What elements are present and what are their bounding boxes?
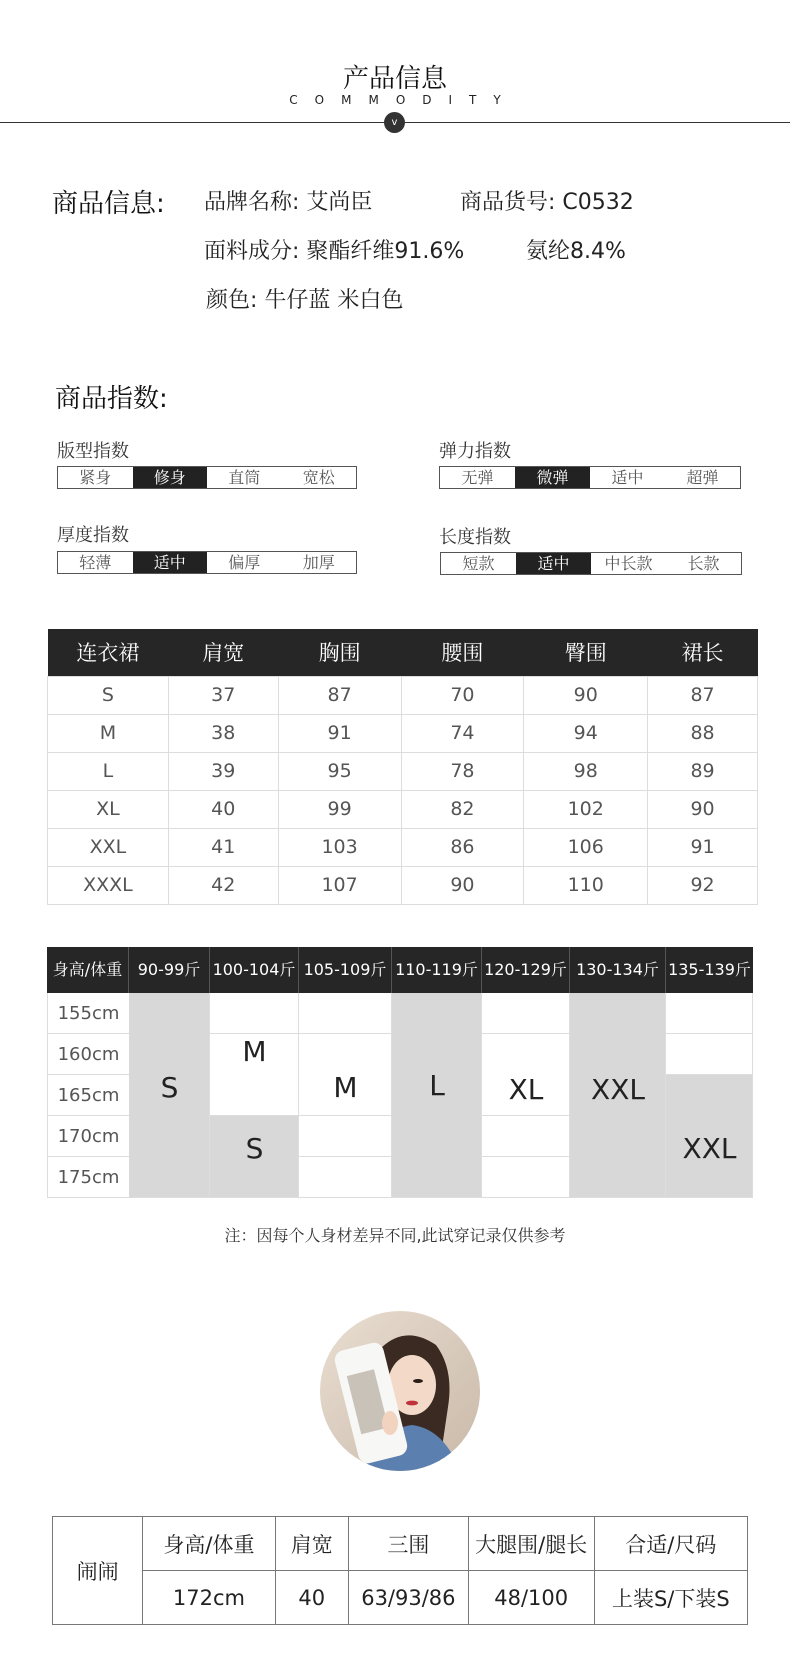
length-option: 长款 <box>687 554 720 573</box>
table-row <box>48 714 758 752</box>
rec-size-label: L <box>429 1069 445 1102</box>
color-label: 颜色: <box>206 288 258 313</box>
rec-size-label: S <box>245 1132 264 1165</box>
brand-row <box>204 185 372 216</box>
table-cell: 99 <box>278 790 401 828</box>
stretch-option: 适中 <box>611 468 644 487</box>
model-value-cell: 上装S/下装S <box>594 1571 747 1625</box>
length-index-label: 长度指数 <box>439 527 511 548</box>
thickness-option: 轻薄 <box>79 553 112 572</box>
table-cell: 98 <box>524 752 648 790</box>
info-heading: 商品信息: <box>52 189 165 219</box>
table-cell: 88 <box>648 714 758 752</box>
table-cell: 102 <box>524 790 648 828</box>
model-value-cell: 40 <box>275 1571 348 1625</box>
table-row <box>53 1517 748 1571</box>
table-cell: 74 <box>401 714 524 752</box>
table-cell: 107 <box>278 866 401 904</box>
table-row <box>48 676 758 714</box>
sku-label: 商品货号: <box>460 190 556 215</box>
thickness-option: 加厚 <box>302 553 335 572</box>
rec-cell <box>482 1116 570 1157</box>
rec-weight-header: 120-129斤 <box>482 947 570 993</box>
model-value-cell: 172cm <box>143 1571 275 1625</box>
rec-size-label: M <box>242 1035 267 1068</box>
table-cell: 110 <box>524 866 648 904</box>
table-cell: XXXL <box>48 866 169 904</box>
table-cell: 42 <box>168 866 278 904</box>
rec-cell <box>482 993 570 1034</box>
rec-weight-header: 90-99斤 <box>129 947 210 993</box>
fit-option: 直筒 <box>228 468 261 487</box>
fit-option: 紧身 <box>79 468 112 487</box>
rec-height-label: 170cm <box>47 1116 129 1157</box>
table-row <box>53 1571 748 1625</box>
size-header-cell: 裙长 <box>648 629 758 676</box>
rec-weight-header: 110-119斤 <box>392 947 482 993</box>
table-cell: 89 <box>648 752 758 790</box>
table-cell: 37 <box>168 676 278 714</box>
table-row <box>48 752 758 790</box>
rec-cell <box>210 993 299 1034</box>
table-cell: S <box>48 676 169 714</box>
rec-cell <box>299 1116 392 1157</box>
table-cell: 87 <box>648 676 758 714</box>
rec-cell <box>299 1157 392 1198</box>
fabric-value: 聚酯纤维91.6% <box>306 239 465 264</box>
model-header-cell: 大腿围/腿长 <box>468 1517 594 1571</box>
model-name: 闹闹 <box>53 1517 143 1625</box>
size-header-cell: 腰围 <box>401 629 524 676</box>
stretch-option-selected: 微弹 <box>515 467 590 488</box>
table-cell: L <box>48 752 169 790</box>
brand-value: 艾尚臣 <box>306 190 373 215</box>
fitting-note: 注：因每个人身材差异不同,此试穿记录仅供参考 <box>224 1226 566 1245</box>
table-cell: 91 <box>648 828 758 866</box>
color-row <box>206 283 403 314</box>
rec-weight-header: 135-139斤 <box>666 947 753 993</box>
stretch-index-label: 弹力指数 <box>439 441 511 462</box>
table-cell: 87 <box>278 676 401 714</box>
rec-weight-header: 100-104斤 <box>210 947 299 993</box>
page-title: 产品信息 <box>342 64 447 94</box>
indices-heading: 商品指数: <box>55 384 168 414</box>
table-cell: 82 <box>401 790 524 828</box>
table-cell: 41 <box>168 828 278 866</box>
rec-cell <box>666 1034 753 1075</box>
table-cell: 90 <box>524 676 648 714</box>
rec-height-label: 155cm <box>47 993 129 1034</box>
model-header-cell: 三围 <box>349 1517 469 1571</box>
rec-size-label: XL <box>508 1073 544 1106</box>
table-cell: 106 <box>524 828 648 866</box>
rec-cell <box>666 993 753 1034</box>
rec-cell <box>299 993 392 1034</box>
fabric-label: 面料成分: <box>204 239 300 264</box>
rec-size-label: XXL <box>682 1132 737 1165</box>
table-cell: 38 <box>168 714 278 752</box>
sku-value: C0532 <box>562 190 634 215</box>
model-value-cell: 48/100 <box>468 1571 594 1625</box>
table-cell: 91 <box>278 714 401 752</box>
table-row <box>48 828 758 866</box>
rec-height-label: 160cm <box>47 1034 129 1075</box>
model-photo-illustration <box>320 1311 480 1471</box>
fit-index-label: 版型指数 <box>57 441 129 462</box>
rec-size-label: S <box>160 1071 179 1104</box>
rec-cell <box>482 1157 570 1198</box>
brand-label: 品牌名称: <box>204 190 300 215</box>
fit-option-selected: 修身 <box>133 467 208 488</box>
table-row <box>48 866 758 904</box>
rec-size-label: XXL <box>591 1073 645 1106</box>
table-cell: 90 <box>648 790 758 828</box>
rec-size-label: M <box>333 1071 358 1104</box>
model-table <box>52 1516 748 1625</box>
chevron-down-icon: v <box>384 112 405 133</box>
table-cell: 39 <box>168 752 278 790</box>
size-header-cell: 臀围 <box>524 629 648 676</box>
table-cell: 103 <box>278 828 401 866</box>
sku-row <box>460 185 634 216</box>
table-cell: 78 <box>401 752 524 790</box>
table-cell: 95 <box>278 752 401 790</box>
size-table-header <box>48 629 758 676</box>
table-cell: M <box>48 714 169 752</box>
size-table <box>47 629 758 905</box>
rec-corner-header: 身高/体重 <box>47 947 129 993</box>
table-cell: XL <box>48 790 169 828</box>
table-cell: 92 <box>648 866 758 904</box>
size-header-cell: 胸围 <box>278 629 401 676</box>
color-value: 牛仔蓝 米白色 <box>264 288 404 313</box>
stretch-option: 超弹 <box>686 468 719 487</box>
table-cell: 70 <box>401 676 524 714</box>
table-cell: 90 <box>401 866 524 904</box>
rec-weight-header: 105-109斤 <box>299 947 392 993</box>
length-option-selected: 适中 <box>516 553 591 574</box>
fit-option: 宽松 <box>302 468 335 487</box>
stretch-index-bar <box>439 466 741 489</box>
length-index-bar <box>440 552 742 575</box>
length-option: 中长款 <box>604 554 653 573</box>
fabric-row <box>204 234 464 265</box>
rec-weight-header: 130-134斤 <box>570 947 666 993</box>
model-avatar <box>320 1311 480 1471</box>
thickness-index-bar <box>57 551 357 574</box>
table-cell: XXL <box>48 828 169 866</box>
stretch-option: 无弹 <box>461 468 494 487</box>
fabric-value-2: 氨纶8.4% <box>526 239 626 264</box>
thickness-index-label: 厚度指数 <box>57 525 129 546</box>
table-cell: 40 <box>168 790 278 828</box>
rec-height-label: 165cm <box>47 1075 129 1116</box>
table-row <box>48 790 758 828</box>
page-subtitle: COMMODITY <box>289 93 518 107</box>
thickness-option: 偏厚 <box>228 553 261 572</box>
table-cell: 86 <box>401 828 524 866</box>
length-option: 短款 <box>462 554 495 573</box>
model-value-cell: 63/93/86 <box>349 1571 469 1625</box>
size-header-cell: 肩宽 <box>168 629 278 676</box>
size-header-cell: 连衣裙 <box>48 629 169 676</box>
fit-index-bar <box>57 466 357 489</box>
model-header-cell: 身高/体重 <box>143 1517 275 1571</box>
thickness-option-selected: 适中 <box>133 552 208 573</box>
model-header-cell: 合适/尺码 <box>594 1517 747 1571</box>
rec-height-label: 175cm <box>47 1157 129 1198</box>
model-header-cell: 肩宽 <box>275 1517 348 1571</box>
size-recommendation-grid <box>47 947 753 1200</box>
table-cell: 94 <box>524 714 648 752</box>
